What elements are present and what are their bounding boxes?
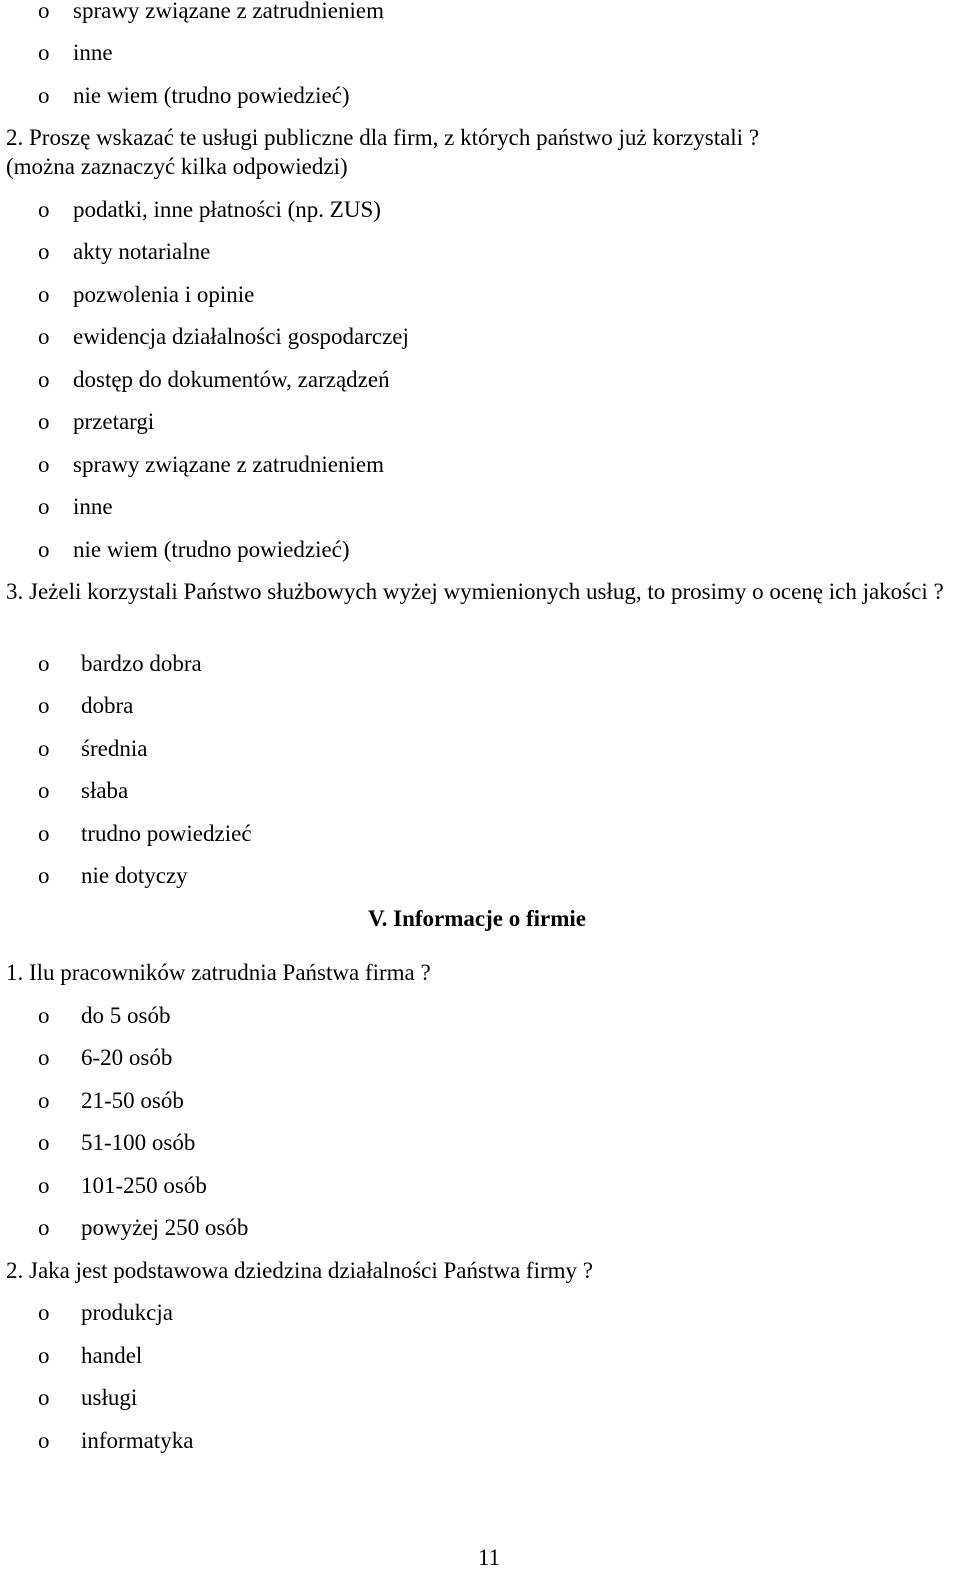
option-label: średnia [81, 736, 148, 761]
option-label: sprawy związane z zatrudnieniem [73, 0, 384, 23]
option-label: pozwolenia i opinie [73, 282, 255, 307]
option-label: ewidencja działalności gospodarczej [73, 324, 409, 349]
option-label: 101-250 osób [81, 1173, 207, 1198]
bullet-icon: o [38, 1343, 50, 1368]
bullet-icon: o [38, 367, 50, 392]
bullet-icon: o [38, 83, 50, 108]
bullet-icon: o [38, 0, 50, 23]
option-label: bardzo dobra [81, 651, 202, 676]
bullet-icon: o [38, 1088, 50, 1113]
bullet-icon: o [38, 282, 50, 307]
bullet-icon: o [38, 693, 50, 718]
bullet-icon: o [38, 494, 50, 519]
option-label: 21-50 osób [81, 1088, 184, 1113]
question-2-text: 2. Proszę wskazać te usługi publiczne dla firm, z których państwo już korzystali ? [6, 125, 760, 150]
section-heading: V. Informacje o firmie [368, 906, 587, 931]
bullet-icon: o [38, 651, 50, 676]
question-3-text: 3. Jeżeli korzystali Państwo służbowych wyżej wymienionych usług, to prosimy o ocenę ich jakości ? [6, 579, 944, 604]
option-label: produkcja [81, 1300, 173, 1325]
bullet-icon: o [38, 324, 50, 349]
option-label: nie wiem (trudno powiedzieć) [73, 537, 350, 562]
option-label: usługi [81, 1385, 138, 1410]
section-v-question-1-text: 1. Ilu pracowników zatrudnia Państwa firma ? [6, 960, 431, 985]
bullet-icon: o [38, 863, 50, 888]
bullet-icon: o [38, 1045, 50, 1070]
option-label: inne [73, 494, 113, 519]
option-label: 51-100 osób [81, 1130, 196, 1155]
bullet-icon: o [38, 197, 50, 222]
bullet-icon: o [38, 409, 50, 434]
option-label: akty notarialne [73, 239, 211, 264]
bullet-icon: o [38, 1300, 50, 1325]
bullet-icon: o [38, 1385, 50, 1410]
option-label: trudno powiedzieć [81, 821, 252, 846]
option-label: powyżej 250 osób [81, 1215, 249, 1240]
option-label: informatyka [81, 1428, 194, 1453]
question-2-note: (można zaznaczyć kilka odpowiedzi) [6, 154, 348, 179]
bullet-icon: o [38, 452, 50, 477]
option-label: słaba [81, 778, 129, 803]
option-label: nie dotyczy [81, 863, 188, 888]
section-v-question-2-text: 2. Jaka jest podstawowa dziedzina działalności Państwa firmy ? [6, 1258, 593, 1283]
option-label: 6-20 osób [81, 1045, 173, 1070]
bullet-icon: o [38, 537, 50, 562]
option-label: inne [73, 40, 113, 65]
bullet-icon: o [38, 778, 50, 803]
bullet-icon: o [38, 1130, 50, 1155]
bullet-icon: o [38, 1428, 50, 1453]
bullet-icon: o [38, 40, 50, 65]
bullet-icon: o [38, 239, 50, 264]
bullet-icon: o [38, 1003, 50, 1028]
bullet-icon: o [38, 821, 50, 846]
page-number: 11 [478, 1545, 501, 1570]
option-label: przetargi [73, 409, 155, 434]
option-label: sprawy związane z zatrudnieniem [73, 452, 384, 477]
option-label: dobra [81, 693, 134, 718]
option-label: nie wiem (trudno powiedzieć) [73, 83, 350, 108]
option-label: handel [81, 1343, 143, 1368]
option-label: dostęp do dokumentów, zarządzeń [73, 367, 390, 392]
option-label: do 5 osób [81, 1003, 171, 1028]
bullet-icon: o [38, 1173, 50, 1198]
option-label: podatki, inne płatności (np. ZUS) [73, 197, 381, 222]
bullet-icon: o [38, 736, 50, 761]
bullet-icon: o [38, 1215, 50, 1240]
